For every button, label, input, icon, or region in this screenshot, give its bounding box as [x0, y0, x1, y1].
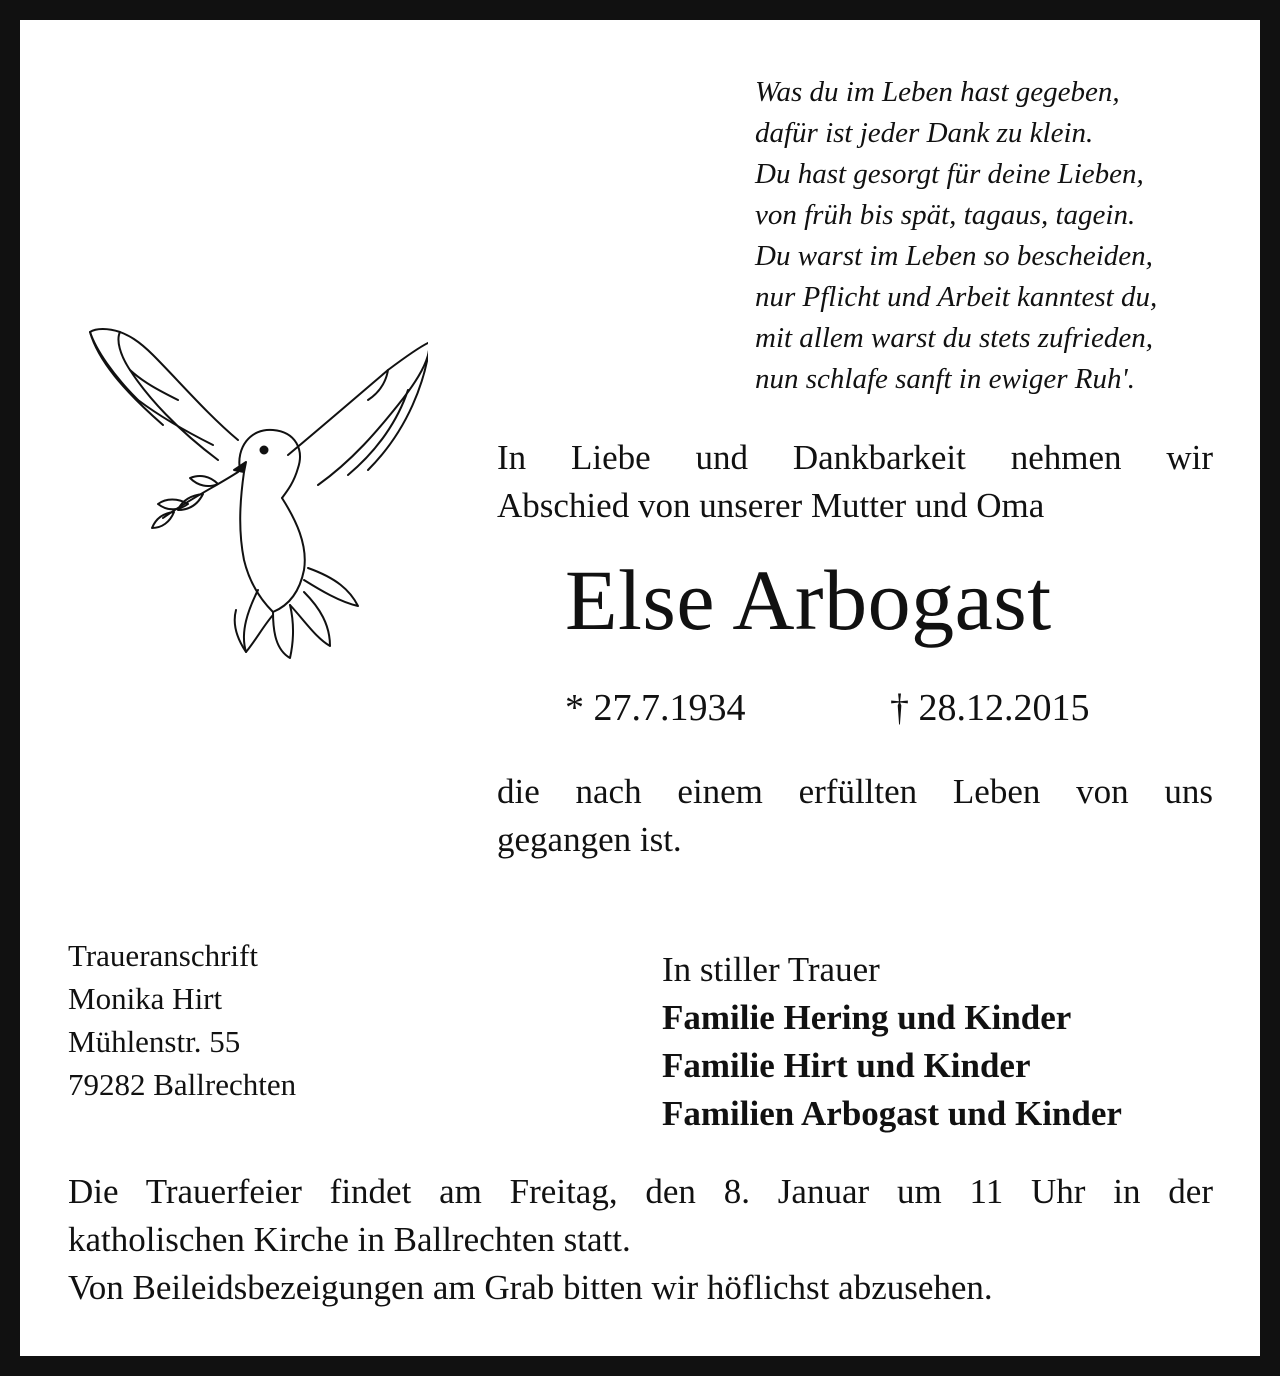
family-name: Familie Hering und Kinder [662, 998, 1072, 1037]
address-city: 79282 Ballrechten [68, 1067, 297, 1102]
deceased-name: Else Arbogast [565, 552, 1052, 648]
intro-text [497, 434, 1213, 530]
after-line: die nach einem erfüllten Leben von uns [497, 772, 1213, 811]
poem-line: Was du im Leben hast gegeben, [755, 76, 1120, 108]
intro-line: Abschied von unserer Mutter und Oma [497, 486, 1045, 525]
family-name: Familien Arbogast und Kinder [662, 1094, 1122, 1133]
death-date: † 28.12.2015 [890, 687, 1090, 729]
poem-line: Du hast gesorgt für deine Lieben, [755, 158, 1144, 190]
poem-line: Du warst im Leben so bescheiden, [755, 240, 1153, 272]
intro-line: In Liebe und Dankbarkeit nehmen wir [497, 438, 1213, 477]
footer-line: Die Trauerfeier findet am Freitag, den 8. Januar um 11 Uhr in der [68, 1172, 1213, 1211]
address-street: Mühlenstr. 55 [68, 1024, 241, 1059]
family-name: Familie Hirt und Kinder [662, 1046, 1031, 1085]
birth-date: * 27.7.1934 [565, 687, 746, 729]
address-person: Monika Hirt [68, 981, 223, 1016]
memorial-poem [755, 72, 1157, 400]
mourners-block [662, 946, 1122, 1138]
footer-line: katholischen Kirche in Ballrechten statt. [68, 1220, 631, 1259]
address-label: Traueranschrift [68, 938, 258, 973]
mourners-heading: In stiller Trauer [662, 950, 880, 989]
poem-line: nun schlafe sanft in ewiger Ruh'. [755, 363, 1135, 395]
footer-line: Von Beileidsbezeigungen am Grab bitten wir höflichst abzusehen. [68, 1268, 993, 1307]
funeral-info [68, 1168, 1213, 1312]
dove-with-olive-branch-icon [68, 320, 428, 660]
poem-line: nur Pflicht und Arbeit kanntest du, [755, 281, 1158, 313]
after-text [497, 768, 1213, 864]
mourning-address [68, 934, 296, 1106]
poem-line: dafür ist jeder Dank zu klein. [755, 117, 1094, 149]
poem-line: von früh bis spät, tagaus, tagein. [755, 199, 1136, 231]
after-line: gegangen ist. [497, 820, 682, 859]
poem-line: mit allem warst du stets zufrieden, [755, 322, 1153, 354]
